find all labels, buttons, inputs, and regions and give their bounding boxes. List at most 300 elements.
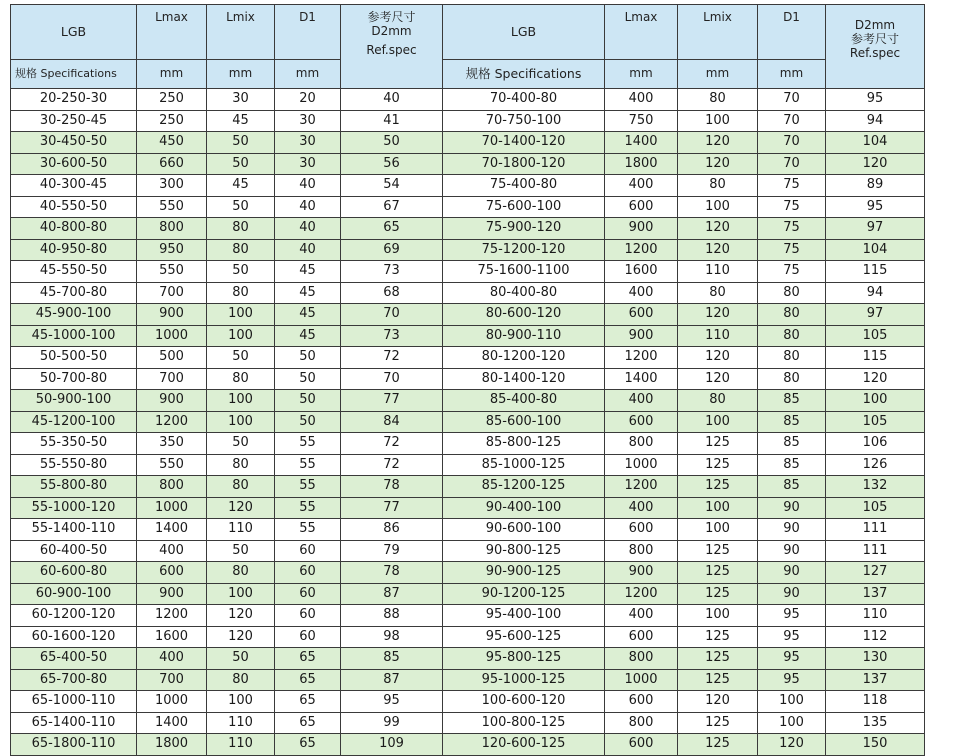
left-lmix-cell: 50: [207, 132, 275, 154]
left-lmax-cell: 1000: [137, 497, 207, 519]
right-d1-cell: 90: [758, 540, 826, 562]
right-d1-cell: 85: [758, 433, 826, 455]
left-spec-cell: 65-700-80: [11, 669, 137, 691]
right-d1-cell: 95: [758, 648, 826, 670]
left-ref-cell: 40: [341, 89, 443, 111]
header-lmax-right: Lmax: [605, 5, 678, 60]
table-row: [11, 261, 925, 283]
right-ref-cell: 127: [826, 562, 925, 584]
right-lmix-cell: 110: [678, 261, 758, 283]
right-d1-cell: 80: [758, 282, 826, 304]
right-lmix-cell: 100: [678, 110, 758, 132]
left-ref-cell: 65: [341, 218, 443, 240]
left-lmax-cell: 1400: [137, 519, 207, 541]
right-lmix-cell: 120: [678, 368, 758, 390]
left-ref-cell: 95: [341, 691, 443, 713]
table-row: [11, 196, 925, 218]
table-row: [11, 218, 925, 240]
right-ref-cell: 100: [826, 390, 925, 412]
right-spec-cell: 75-1200-120: [443, 239, 605, 261]
right-ref-cell: 120: [826, 368, 925, 390]
right-ref-cell: 112: [826, 626, 925, 648]
left-spec-cell: 40-800-80: [11, 218, 137, 240]
right-lmix-cell: 125: [678, 540, 758, 562]
right-d1-cell: 70: [758, 89, 826, 111]
left-d1-cell: 55: [275, 519, 341, 541]
right-lmix-cell: 125: [678, 583, 758, 605]
left-lmix-cell: 100: [207, 325, 275, 347]
right-spec-cell: 85-1200-125: [443, 476, 605, 498]
right-spec-cell: 80-600-120: [443, 304, 605, 326]
left-spec-cell: 40-300-45: [11, 175, 137, 197]
left-lmax-cell: 660: [137, 153, 207, 175]
right-spec-cell: 95-800-125: [443, 648, 605, 670]
right-d1-cell: 70: [758, 132, 826, 154]
header-lmix-left: Lmix: [207, 5, 275, 60]
left-lmax-cell: 500: [137, 347, 207, 369]
table-row: [11, 411, 925, 433]
left-lmix-cell: 120: [207, 605, 275, 627]
left-spec-cell: 45-1200-100: [11, 411, 137, 433]
table-row: [11, 325, 925, 347]
right-spec-cell: 85-800-125: [443, 433, 605, 455]
header-lgb-left: LGB: [11, 5, 137, 60]
left-lmax-cell: 900: [137, 583, 207, 605]
left-d1-cell: 55: [275, 497, 341, 519]
table-row: [11, 282, 925, 304]
left-lmax-cell: 1800: [137, 734, 207, 756]
right-lmax-cell: 1000: [605, 454, 678, 476]
table-row: [11, 368, 925, 390]
left-lmix-cell: 120: [207, 497, 275, 519]
right-lmax-cell: 600: [605, 519, 678, 541]
right-ref-cell: 111: [826, 540, 925, 562]
header-ref-left-line1: 参考尺寸: [367, 10, 416, 24]
left-spec-cell: 45-1000-100: [11, 325, 137, 347]
left-lmix-cell: 80: [207, 476, 275, 498]
right-ref-cell: 106: [826, 433, 925, 455]
left-spec-cell: 55-1000-120: [11, 497, 137, 519]
left-lmax-cell: 550: [137, 196, 207, 218]
right-d1-cell: 90: [758, 519, 826, 541]
header-spec-right: 规格 Specifications: [443, 60, 605, 89]
left-d1-cell: 30: [275, 110, 341, 132]
header-unit-lmax-left: mm: [137, 60, 207, 89]
right-ref-cell: 104: [826, 239, 925, 261]
left-ref-cell: 41: [341, 110, 443, 132]
table-row: [11, 132, 925, 154]
left-d1-cell: 50: [275, 411, 341, 433]
table-row: [11, 712, 925, 734]
left-d1-cell: 45: [275, 304, 341, 326]
right-lmix-cell: 125: [678, 476, 758, 498]
left-lmix-cell: 80: [207, 669, 275, 691]
right-ref-cell: 105: [826, 497, 925, 519]
right-ref-cell: 111: [826, 519, 925, 541]
right-ref-cell: 126: [826, 454, 925, 476]
right-spec-cell: 70-750-100: [443, 110, 605, 132]
header-ref-right-line3: Ref.spec: [849, 45, 901, 60]
right-lmix-cell: 125: [678, 626, 758, 648]
right-ref-cell: 120: [826, 153, 925, 175]
table-row: [11, 669, 925, 691]
left-spec-cell: 65-400-50: [11, 648, 137, 670]
right-d1-cell: 80: [758, 325, 826, 347]
left-d1-cell: 65: [275, 712, 341, 734]
right-lmix-cell: 80: [678, 89, 758, 111]
left-d1-cell: 65: [275, 669, 341, 691]
left-d1-cell: 60: [275, 583, 341, 605]
right-ref-cell: 94: [826, 110, 925, 132]
right-lmax-cell: 900: [605, 325, 678, 347]
table-row: [11, 89, 925, 111]
left-spec-cell: 65-1800-110: [11, 734, 137, 756]
left-lmax-cell: 700: [137, 368, 207, 390]
left-d1-cell: 55: [275, 433, 341, 455]
left-lmix-cell: 80: [207, 218, 275, 240]
left-spec-cell: 30-250-45: [11, 110, 137, 132]
right-lmix-cell: 100: [678, 497, 758, 519]
right-d1-cell: 90: [758, 583, 826, 605]
right-lmax-cell: 1000: [605, 669, 678, 691]
left-ref-cell: 87: [341, 583, 443, 605]
right-d1-cell: 85: [758, 390, 826, 412]
right-lmix-cell: 120: [678, 304, 758, 326]
right-lmax-cell: 400: [605, 89, 678, 111]
right-ref-cell: 137: [826, 669, 925, 691]
left-spec-cell: 55-550-80: [11, 454, 137, 476]
right-lmix-cell: 100: [678, 519, 758, 541]
left-spec-cell: 50-500-50: [11, 347, 137, 369]
left-ref-cell: 72: [341, 454, 443, 476]
left-d1-cell: 40: [275, 196, 341, 218]
left-lmax-cell: 900: [137, 304, 207, 326]
table-row: [11, 519, 925, 541]
right-spec-cell: 80-1200-120: [443, 347, 605, 369]
right-d1-cell: 120: [758, 734, 826, 756]
left-spec-cell: 50-700-80: [11, 368, 137, 390]
right-spec-cell: 90-400-100: [443, 497, 605, 519]
left-lmix-cell: 50: [207, 153, 275, 175]
left-spec-cell: 50-900-100: [11, 390, 137, 412]
left-lmax-cell: 1000: [137, 325, 207, 347]
left-lmax-cell: 1000: [137, 691, 207, 713]
left-ref-cell: 78: [341, 562, 443, 584]
left-spec-cell: 55-800-80: [11, 476, 137, 498]
right-d1-cell: 75: [758, 175, 826, 197]
right-lmax-cell: 800: [605, 540, 678, 562]
right-lmax-cell: 1400: [605, 368, 678, 390]
right-lmax-cell: 1200: [605, 239, 678, 261]
left-ref-cell: 70: [341, 304, 443, 326]
left-lmax-cell: 400: [137, 540, 207, 562]
left-spec-cell: 30-600-50: [11, 153, 137, 175]
left-ref-cell: 99: [341, 712, 443, 734]
left-lmax-cell: 550: [137, 454, 207, 476]
left-spec-cell: 20-250-30: [11, 89, 137, 111]
header-spec-left: 规格 Specifications: [11, 60, 137, 89]
left-ref-cell: 78: [341, 476, 443, 498]
left-spec-cell: 55-1400-110: [11, 519, 137, 541]
left-d1-cell: 60: [275, 562, 341, 584]
table-row: [11, 648, 925, 670]
left-spec-cell: 45-900-100: [11, 304, 137, 326]
left-d1-cell: 20: [275, 89, 341, 111]
left-spec-cell: 45-700-80: [11, 282, 137, 304]
right-lmix-cell: 125: [678, 562, 758, 584]
right-spec-cell: 75-400-80: [443, 175, 605, 197]
header-lgb-right: LGB: [443, 5, 605, 60]
header-ref-right-line2: 参考尺寸: [850, 31, 899, 46]
right-lmix-cell: 110: [678, 325, 758, 347]
right-ref-cell: 150: [826, 734, 925, 756]
left-d1-cell: 60: [275, 540, 341, 562]
left-spec-cell: 40-950-80: [11, 239, 137, 261]
right-spec-cell: 90-800-125: [443, 540, 605, 562]
right-d1-cell: 75: [758, 261, 826, 283]
right-d1-cell: 80: [758, 347, 826, 369]
left-lmix-cell: 50: [207, 347, 275, 369]
left-ref-cell: 77: [341, 390, 443, 412]
left-lmax-cell: 700: [137, 669, 207, 691]
right-lmax-cell: 600: [605, 626, 678, 648]
left-d1-cell: 40: [275, 218, 341, 240]
left-d1-cell: 30: [275, 132, 341, 154]
left-lmix-cell: 30: [207, 89, 275, 111]
left-ref-cell: 68: [341, 282, 443, 304]
left-lmix-cell: 50: [207, 648, 275, 670]
right-d1-cell: 95: [758, 669, 826, 691]
right-d1-cell: 80: [758, 304, 826, 326]
right-ref-cell: 132: [826, 476, 925, 498]
right-spec-cell: 95-1000-125: [443, 669, 605, 691]
left-ref-cell: 84: [341, 411, 443, 433]
header-d1-right: D1: [758, 5, 826, 60]
left-ref-cell: 98: [341, 626, 443, 648]
right-lmax-cell: 600: [605, 196, 678, 218]
table-body: [11, 89, 925, 756]
right-lmax-cell: 600: [605, 304, 678, 326]
right-d1-cell: 80: [758, 368, 826, 390]
right-spec-cell: 70-1400-120: [443, 132, 605, 154]
right-lmax-cell: 1200: [605, 583, 678, 605]
right-d1-cell: 85: [758, 476, 826, 498]
left-d1-cell: 30: [275, 153, 341, 175]
right-lmax-cell: 800: [605, 648, 678, 670]
header-unit-lmax-right: mm: [605, 60, 678, 89]
left-d1-cell: 65: [275, 648, 341, 670]
header-ref-right-line1: D2mm: [854, 18, 896, 32]
left-spec-cell: 60-1600-120: [11, 626, 137, 648]
left-lmix-cell: 80: [207, 454, 275, 476]
right-d1-cell: 75: [758, 239, 826, 261]
left-lmix-cell: 50: [207, 261, 275, 283]
left-lmax-cell: 800: [137, 476, 207, 498]
header-lmix-right: Lmix: [678, 5, 758, 60]
left-d1-cell: 45: [275, 282, 341, 304]
left-lmax-cell: 900: [137, 390, 207, 412]
right-lmix-cell: 80: [678, 390, 758, 412]
table-header: [11, 5, 925, 89]
left-ref-cell: 50: [341, 132, 443, 154]
left-spec-cell: 65-1400-110: [11, 712, 137, 734]
right-ref-cell: 97: [826, 218, 925, 240]
right-lmax-cell: 400: [605, 605, 678, 627]
left-spec-cell: 60-600-80: [11, 562, 137, 584]
right-lmax-cell: 800: [605, 433, 678, 455]
left-lmix-cell: 50: [207, 540, 275, 562]
left-lmax-cell: 600: [137, 562, 207, 584]
right-spec-cell: 80-400-80: [443, 282, 605, 304]
table-row: [11, 562, 925, 584]
left-lmax-cell: 250: [137, 110, 207, 132]
table-row: [11, 691, 925, 713]
right-ref-cell: 95: [826, 196, 925, 218]
right-lmax-cell: 400: [605, 282, 678, 304]
left-lmax-cell: 1600: [137, 626, 207, 648]
right-ref-cell: 105: [826, 325, 925, 347]
left-lmix-cell: 45: [207, 110, 275, 132]
left-spec-cell: 60-400-50: [11, 540, 137, 562]
right-ref-cell: 130: [826, 648, 925, 670]
left-lmix-cell: 80: [207, 282, 275, 304]
right-d1-cell: 85: [758, 454, 826, 476]
left-lmix-cell: 110: [207, 712, 275, 734]
right-ref-cell: 105: [826, 411, 925, 433]
left-ref-cell: 77: [341, 497, 443, 519]
right-lmax-cell: 400: [605, 390, 678, 412]
left-lmix-cell: 45: [207, 175, 275, 197]
table-row: [11, 239, 925, 261]
right-d1-cell: 90: [758, 562, 826, 584]
right-d1-cell: 85: [758, 411, 826, 433]
right-ref-cell: 135: [826, 712, 925, 734]
right-ref-cell: 89: [826, 175, 925, 197]
right-spec-cell: 85-400-80: [443, 390, 605, 412]
header-d1-left: D1: [275, 5, 341, 60]
right-lmix-cell: 125: [678, 734, 758, 756]
left-lmix-cell: 100: [207, 691, 275, 713]
left-ref-cell: 67: [341, 196, 443, 218]
table-row: [11, 540, 925, 562]
table-row: [11, 304, 925, 326]
left-lmax-cell: 250: [137, 89, 207, 111]
left-lmax-cell: 450: [137, 132, 207, 154]
right-lmax-cell: 750: [605, 110, 678, 132]
left-spec-cell: 40-550-50: [11, 196, 137, 218]
right-spec-cell: 90-600-100: [443, 519, 605, 541]
left-ref-cell: 87: [341, 669, 443, 691]
right-spec-cell: 85-600-100: [443, 411, 605, 433]
header-unit-d1-left: mm: [275, 60, 341, 89]
right-lmax-cell: 600: [605, 734, 678, 756]
left-ref-cell: 70: [341, 368, 443, 390]
header-ref-left: [341, 5, 443, 89]
left-lmax-cell: 1200: [137, 411, 207, 433]
right-lmix-cell: 120: [678, 132, 758, 154]
right-lmax-cell: 400: [605, 497, 678, 519]
right-lmax-cell: 900: [605, 562, 678, 584]
left-spec-cell: 60-900-100: [11, 583, 137, 605]
right-lmax-cell: 900: [605, 218, 678, 240]
left-lmax-cell: 350: [137, 433, 207, 455]
right-spec-cell: 100-800-125: [443, 712, 605, 734]
right-lmix-cell: 100: [678, 411, 758, 433]
left-lmax-cell: 800: [137, 218, 207, 240]
right-lmax-cell: 1200: [605, 347, 678, 369]
header-unit-lmix-left: mm: [207, 60, 275, 89]
left-lmix-cell: 120: [207, 626, 275, 648]
right-spec-cell: 75-600-100: [443, 196, 605, 218]
left-ref-cell: 69: [341, 239, 443, 261]
right-spec-cell: 90-1200-125: [443, 583, 605, 605]
right-spec-cell: 85-1000-125: [443, 454, 605, 476]
left-d1-cell: 60: [275, 626, 341, 648]
left-ref-cell: 85: [341, 648, 443, 670]
header-ref-left-line2: D2mm: [371, 23, 412, 38]
left-d1-cell: 50: [275, 368, 341, 390]
left-lmax-cell: 1200: [137, 605, 207, 627]
left-ref-cell: 109: [341, 734, 443, 756]
right-spec-cell: 95-400-100: [443, 605, 605, 627]
right-ref-cell: 95: [826, 89, 925, 111]
right-spec-cell: 95-600-125: [443, 626, 605, 648]
table-row: [11, 454, 925, 476]
left-d1-cell: 50: [275, 390, 341, 412]
table-row: [11, 497, 925, 519]
right-ref-cell: 137: [826, 583, 925, 605]
left-ref-cell: 73: [341, 261, 443, 283]
right-lmax-cell: 800: [605, 712, 678, 734]
left-lmax-cell: 950: [137, 239, 207, 261]
left-ref-cell: 72: [341, 347, 443, 369]
table-row: [11, 605, 925, 627]
left-lmax-cell: 400: [137, 648, 207, 670]
left-lmix-cell: 100: [207, 304, 275, 326]
header-ref-left-line3: Ref.spec: [366, 42, 417, 57]
left-lmax-cell: 550: [137, 261, 207, 283]
left-spec-cell: 45-550-50: [11, 261, 137, 283]
right-d1-cell: 90: [758, 497, 826, 519]
table-row: [11, 476, 925, 498]
left-ref-cell: 72: [341, 433, 443, 455]
left-d1-cell: 50: [275, 347, 341, 369]
right-ref-cell: 115: [826, 261, 925, 283]
left-ref-cell: 88: [341, 605, 443, 627]
header-lmax-left: Lmax: [137, 5, 207, 60]
left-lmix-cell: 50: [207, 433, 275, 455]
left-lmix-cell: 80: [207, 562, 275, 584]
right-ref-cell: 115: [826, 347, 925, 369]
right-lmix-cell: 120: [678, 347, 758, 369]
right-lmax-cell: 1200: [605, 476, 678, 498]
table-row: [11, 390, 925, 412]
left-ref-cell: 86: [341, 519, 443, 541]
header-unit-lmix-right: mm: [678, 60, 758, 89]
left-lmix-cell: 80: [207, 239, 275, 261]
left-d1-cell: 40: [275, 239, 341, 261]
right-lmix-cell: 125: [678, 669, 758, 691]
right-spec-cell: 90-900-125: [443, 562, 605, 584]
table-row: [11, 110, 925, 132]
left-d1-cell: 40: [275, 175, 341, 197]
left-lmix-cell: 100: [207, 411, 275, 433]
right-spec-cell: 70-400-80: [443, 89, 605, 111]
right-ref-cell: 104: [826, 132, 925, 154]
right-spec-cell: 100-600-120: [443, 691, 605, 713]
right-d1-cell: 100: [758, 691, 826, 713]
table-row: [11, 734, 925, 756]
